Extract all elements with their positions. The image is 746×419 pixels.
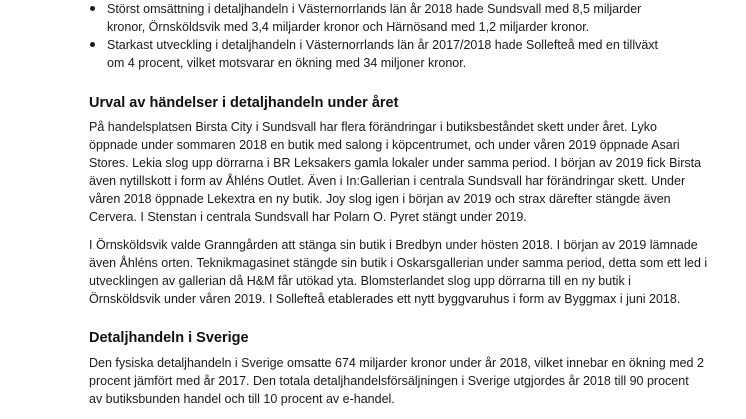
text-line: Den fysiska detaljhandeln i Sverige omsatte 674 miljarder kronor under år 2018, vilket innebar en ökning med 2 — [89, 356, 704, 370]
text-line: På handelsplatsen Birsta City i Sundsvall har flera förändringar i butiksbeståndet skett under året. Lyko — [89, 120, 657, 134]
section-heading: Detaljhandeln i Sverige — [89, 330, 249, 346]
text-line: våren 2018 öppnade Lekextra en ny butik. Joy slog igen i början av 2019 och strax därefter stängde även — [89, 192, 671, 206]
text-line: öppnade under sommaren 2018 en butik med salong i köpcentrumet, och under våren 2019 öppnade Asari — [89, 138, 680, 152]
text-line: även Åhléns orten. Teknikmagasinet stängde sin butik i Oskarsgallerian under samma period, detta som ett led i — [89, 256, 708, 270]
text-line: av butiksbunden handel och till 10 procent av e-handel. — [89, 392, 395, 406]
text-line: Starkast utveckling i detaljhandeln i Västernorrlands län år 2017/2018 hade Sollefteå med en tillväxt — [107, 38, 659, 52]
text-line: I Örnsköldsvik valde Granngården att stänga sin butik i Bredbyn under hösten 2018. I början av 2019 lämnade — [89, 238, 698, 252]
text-line: Cervera. I Stenstan i centrala Sundsvall har Polarn O. Pyret stängt under 2019. — [89, 210, 527, 224]
text-line: Örnsköldsvik under våren 2019. I Sollefteå etablerades ett nytt byggvaruhus i form av Byggmax i juni 2018. — [89, 292, 681, 306]
text-line: kronor, Örnsköldsvik med 3,4 miljarder kronor och Härnösand med 1,2 miljarder kronor. — [107, 20, 590, 34]
text-line: Stores. Lekia slog upp dörrarna i BR Leksakers gamla lokaler under samma period. I början av 2019 fick Birsta — [89, 156, 702, 170]
text-line: procent jämfört med år 2017. Den totala detaljhandelsförsäljningen i Sverige utgjordes år 2018 till 90 procent — [89, 374, 689, 388]
paragraph — [89, 118, 729, 226]
section-heading: Urval av händelser i detaljhandeln under året — [89, 95, 399, 111]
bullet-list — [107, 0, 727, 72]
bullet-item — [107, 36, 727, 72]
text-line: även nytillskott i form av Åhléns Outlet. Även i In:Gallerian i centrala Sundsvall har förändringar skett. Under — [89, 174, 686, 188]
paragraph — [89, 354, 729, 408]
text-line: utvecklingen av gallerian då H&M får utökad yta. Blomsterlandet slog upp dörrarna till en ny butik i — [89, 274, 631, 288]
bullet-item — [107, 0, 727, 36]
text-line: Störst omsättning i detaljhandeln i Västernorrlands län år 2018 hade Sundsvall med 8,5 miljarder — [107, 2, 642, 16]
paragraph — [89, 236, 729, 308]
text-line: om 4 procent, vilket motsvarar en ökning med 34 miljoner kronor. — [107, 56, 467, 70]
